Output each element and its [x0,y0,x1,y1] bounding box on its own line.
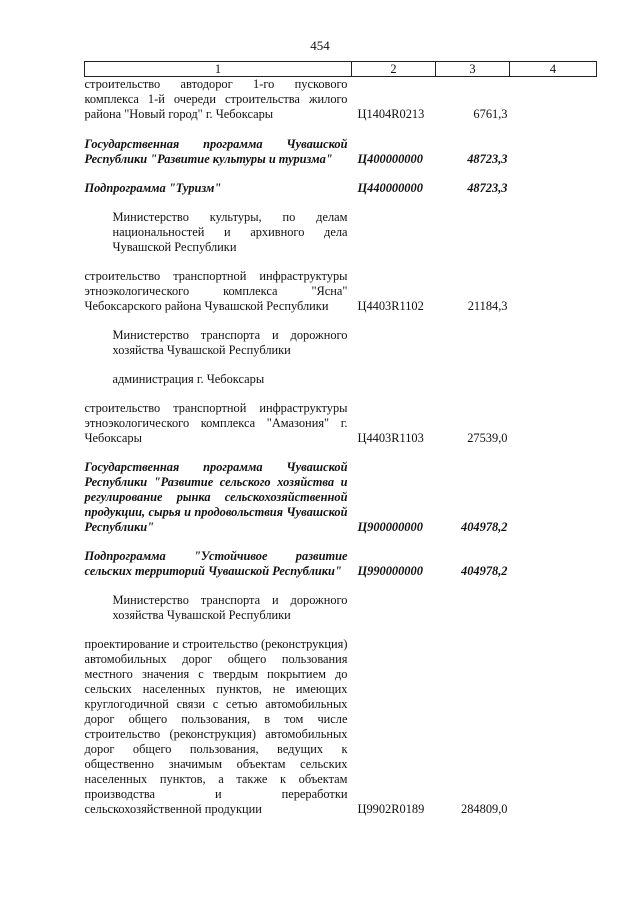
row-amount [436,593,510,623]
row-amount: 284809,0 [461,802,508,816]
row-amount: 48723,3 [467,181,508,195]
budget-table [84,61,597,817]
row-code: Ц4403R1102 [357,299,424,313]
row-amount [436,210,510,255]
row-code: Ц9902R0189 [357,802,425,816]
row-name: администрация г. Чебоксары [112,372,265,386]
row-col-4 [510,137,597,167]
row-name: Министерство культуры, по делам национальностей и архивного дела Чувашской Республики [112,210,348,254]
table-row [85,137,597,167]
row-code: Ц1404R0213 [357,107,425,121]
row-col-4 [510,372,597,387]
table-row [85,328,597,358]
row-col-4 [510,637,597,817]
header-col-4: 4 [510,62,597,77]
header-col-2: 2 [352,62,436,77]
row-code [352,372,436,387]
row-code: Ц990000000 [357,564,423,578]
row-amount: 6761,3 [473,107,508,121]
table-row [85,593,597,623]
table-row [85,77,597,122]
row-amount: 404978,2 [461,520,508,534]
row-name: строительство транспортной инфраструктуры этноэкологического комплекса "Амазония" г. Чебоксары [84,401,348,445]
row-col-4 [510,549,597,579]
page-number: 454 [310,38,330,53]
row-name: Министерство транспорта и дорожного хозяйства Чувашской Республики [112,328,348,357]
row-name: Государственная программа Чувашской Республики "Развитие культуры и туризма" [84,137,348,166]
row-col-4 [510,401,597,446]
row-code [352,593,436,623]
row-col-4 [510,269,597,314]
row-col-4 [510,593,597,623]
row-name: Государственная программа Чувашской Республики "Развитие сельского хозяйства и регулирование рынка сельскохозяйственной продукции, сырья и продовольствия Чувашской Республики" [84,460,348,534]
row-name: Министерство транспорта и дорожного хозяйства Чувашской Республики [112,593,348,622]
row-col-4 [510,460,597,535]
table-row [85,637,597,817]
row-code [352,210,436,255]
row-amount: 21184,3 [467,299,508,313]
row-code: Ц400000000 [357,152,423,166]
row-amount [436,372,510,387]
row-col-4 [510,210,597,255]
row-col-4 [510,328,597,358]
row-code: Ц440000000 [357,181,423,195]
table-row [85,372,597,387]
row-name: строительство автодорог 1-го пускового комплекса 1-й очереди строительства жилого района "Новый город" г. Чебоксары [84,77,348,121]
row-name: Подпрограмма "Устойчивое развитие сельских территорий Чувашской Республики" [84,549,348,578]
table-row [85,460,597,535]
row-code: Ц900000000 [357,520,423,534]
row-name: Подпрограмма "Туризм" [84,181,222,195]
header-col-1: 1 [85,62,352,77]
header-col-3: 3 [436,62,510,77]
table-row [85,401,597,446]
header-row [85,62,597,77]
table-row [85,549,597,579]
row-amount: 27539,0 [467,431,508,445]
row-name: проектирование и строительство (реконструкция) автомобильных дорог общего пользования местного значения с твердым покрытием до сельских населенных пунктов, не имеющих круглогодичной связи с сетью автомобильных дорог общего пользования, в том числе строительство (реконструкция) автомобильных дорог общего пользования, ведущих к общественно значимым объектам сельских населенных пунктов, а также к объектам производства и переработки сельскохозяйственной продукции [84,637,348,816]
row-amount: 404978,2 [461,564,508,578]
row-amount [436,328,510,358]
row-code: Ц4403R1103 [357,431,424,445]
table-row [85,181,597,196]
row-col-4 [510,77,597,122]
table-row [85,210,597,255]
row-col-4 [510,181,597,196]
row-code [352,328,436,358]
table-row [85,269,597,314]
row-name: строительство транспортной инфраструктуры этноэкологического комплекса "Ясна" Чебоксарского района Чувашской Республики [84,269,348,313]
row-amount: 48723,3 [467,152,508,166]
